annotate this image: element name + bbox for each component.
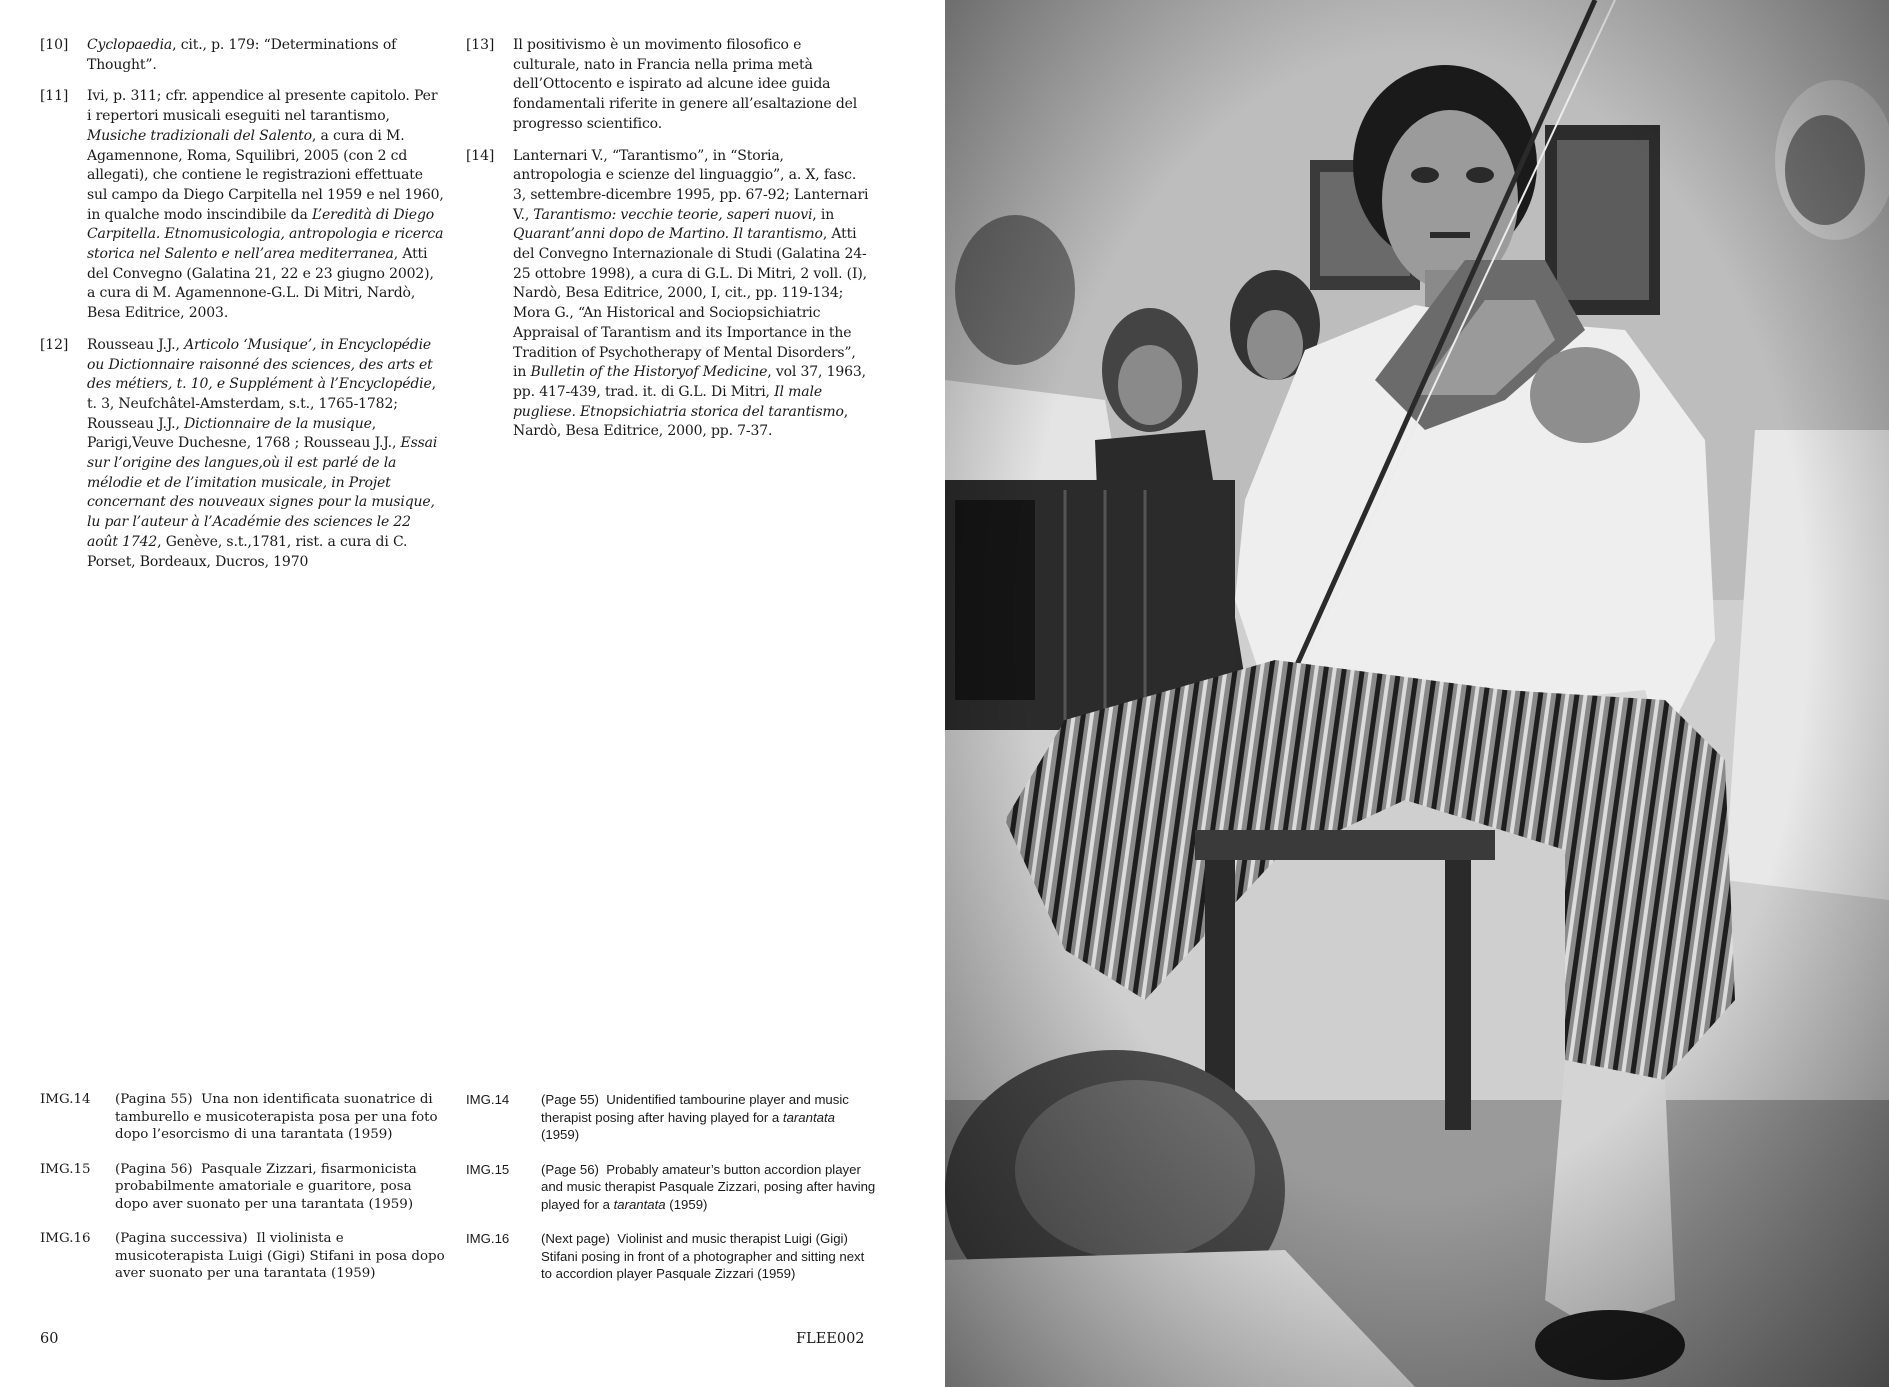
image-caption — [40, 1161, 445, 1214]
captions-english — [466, 1091, 876, 1300]
footnote-text: Il positivismo è un movimento filosofico e culturale, nato in Francia nella prima metà dell’Ottocento e ispirato ad alcune idee guida fondamentali riferite in genere all’esaltazione del progresso scientifico. — [513, 37, 858, 132]
footnote-text: Ivi, p. 311; cfr. appendice al presente capitolo. Per i repertori musicali eseguiti nel tarantismo, Musiche tradizionali del Salento, a cura di M. Agamennone, Roma, Squilibri, 2005 (con 2 cd allegati), che contiene le registrazioni effettuate sul campo da Diego Carpitella nel 1959 e nel 1960, in qualche modo inscindibile da L’eredità di Diego Carpitella. Etnomusicologia, antropologia e ricerca storica nel Salento e nell’area mediterranea, Atti del Convegno (Galatina 21, 22 e 23 giugno 2002), a cura di M. Agamennone-G.L. Di Mitri, Nardò, Besa Editrice, 2003. — [87, 88, 444, 322]
footnote-text: Lanternari V., “Tarantismo”, in “Storia, antropologia e scienze del linguaggio”, a. X, fasc. 3, settembre-dicembre 1995, pp. 67-92; Lanternari V., Tarantismo: vecchie teorie, saperi nuovi, in Quarant’anni dopo de Martino. Il tarantismo, Atti del Convegno Internazionale di Studi (Galatina 24-25 ottobre 1998), a cura di G.L. Di Mitri, 2 voll. (I), Nardò, Besa Editrice, 2000, I, cit., pp. 119-134; Mora G., “An Historical and Sociopsichiatric Appraisal of Tarantism and its Importance in the Tradition of Psychotherapy of Mental Disorders”, in Bulletin of the Historyof Medicine, vol 37, 1963, pp. 417-439, trad. it. di G.L. Di Mitri, Il male pugliese. Etnopsichiatria storica del tarantismo, Nardò, Besa Editrice, 2000, pp. 7-37. — [513, 147, 869, 440]
caption-text: (Next page) Violinist and music therapist Luigi (Gigi) Stifani posing in front of a photographer and sitting next to accordion player Pasquale Zizzari (1959) — [541, 1231, 865, 1281]
footnote-number: [14] — [466, 147, 495, 164]
footnote-text: Rousseau J.J., Articolo ‘Musique’, in Encyclopédie ou Dictionnaire raisonné des sciences, des arts et des métiers, t. 10, e Supplément à l’Encyclopédie, t. 3, Neufchâtel-Amsterdam, s.t., 1765-1782; Rousseau J.J., Dictionnaire de la musique, Parigi,Veuve Duchesne, 1768 ; Rousseau J.J., Essai sur l’origine des langues,où il est parlé de la mélodie et de l’imitation musicale, in Projet concernant des nouveaux signes pour la musique, lu par l’auteur à l’Académie des sciences le 22 août 1742, Genève, s.t.,1781, rist. a cura di C. Porset, Bordeaux, Ducros, 1970 — [87, 336, 438, 570]
footnote — [466, 36, 870, 135]
image-caption — [40, 1091, 445, 1144]
notes-column-left — [40, 36, 444, 584]
footnote-text: Cyclopaedia, cit., p. 179: “Determinations of Thought”. — [87, 37, 397, 73]
caption-text: (Page 55) Unidentified tambourine player and music therapist posing after having played for a tarantata (1959) — [541, 1092, 849, 1142]
caption-text: (Pagina successiva) Il violinista e musicoterapista Luigi (Gigi) Stifani in posa dopo aver suonato per una tarantata (1959) — [115, 1231, 445, 1281]
image-tag: IMG.16 — [40, 1231, 91, 1246]
publication-code: FLEE002 — [796, 1331, 865, 1347]
footnote-number: [13] — [466, 37, 495, 53]
image-tag: IMG.16 — [466, 1231, 510, 1246]
captions-italian — [40, 1091, 445, 1300]
image-caption — [466, 1091, 876, 1144]
footnote — [466, 147, 870, 443]
caption-text: (Pagina 56) Pasquale Zizzari, fisarmonicista probabilmente amatoriale e guaritore, posa dopo aver suonato per una tarantata (1959) — [115, 1161, 417, 1212]
footnote-number: [10] — [40, 37, 69, 53]
notes-column-right — [466, 36, 870, 454]
image-caption — [40, 1230, 445, 1283]
caption-text: (Page 56) Probably amateur’s button accordion player and music therapist Pasquale Zizzari, posing after having played for a tarantata (1959) — [541, 1161, 876, 1212]
footnote-number: [11] — [40, 88, 69, 105]
footnote — [40, 36, 444, 75]
caption-text: (Pagina 55) Una non identificata suonatrice di tamburello e musicoterapista posa per una foto dopo l’esorcismo di una tarantata (1959) — [115, 1092, 438, 1142]
image-caption — [466, 1161, 876, 1214]
footnote-number: [12] — [40, 336, 69, 353]
image-tag: IMG.14 — [40, 1092, 91, 1107]
footnote — [40, 336, 444, 572]
page-number: 60 — [40, 1331, 59, 1347]
image-tag: IMG.15 — [466, 1161, 510, 1177]
violinist-photo — [945, 0, 1889, 1387]
image-tag: IMG.15 — [40, 1161, 91, 1177]
image-tag: IMG.14 — [466, 1092, 510, 1107]
footnote — [40, 87, 444, 323]
image-caption — [466, 1230, 876, 1283]
left-page — [0, 0, 944, 1387]
